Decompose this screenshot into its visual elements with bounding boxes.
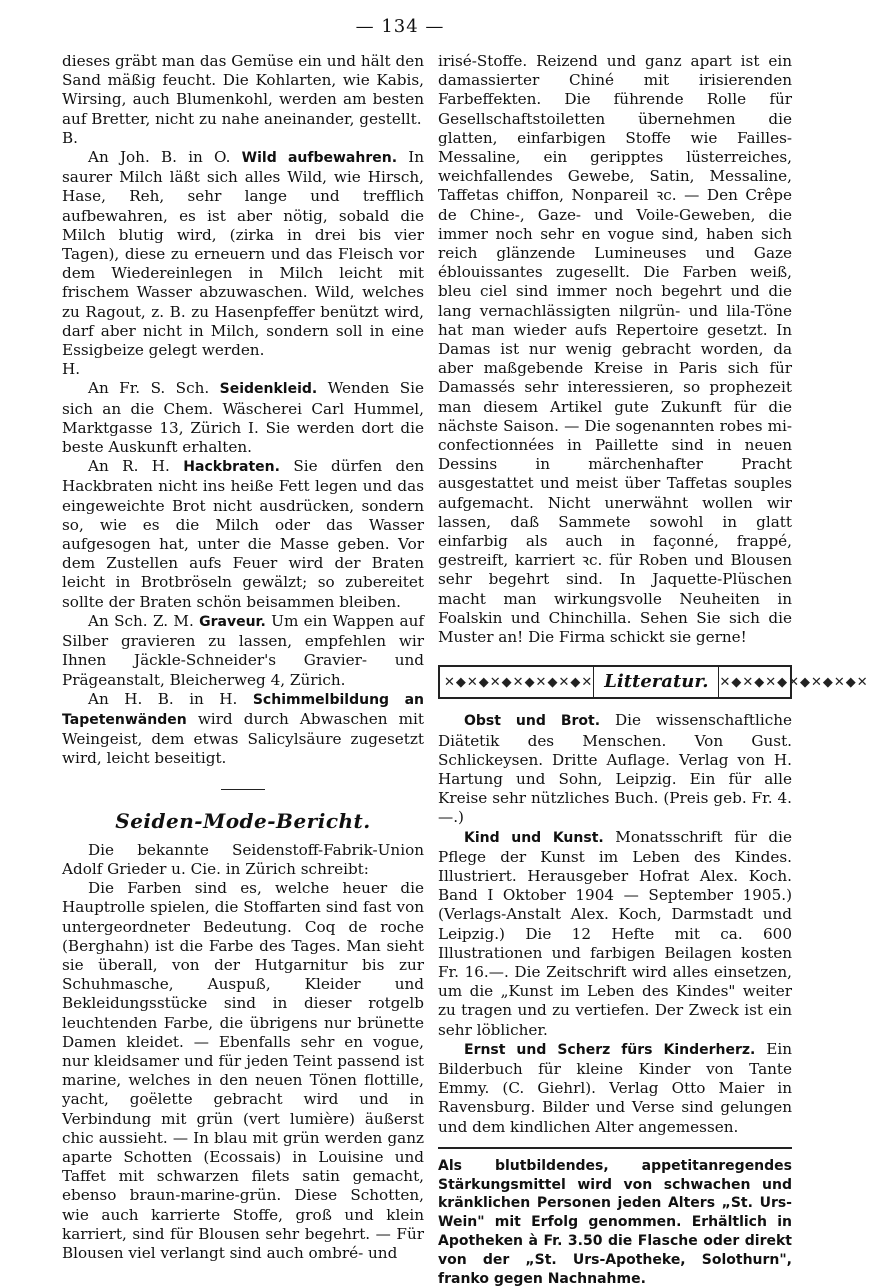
topic-schimmel: Schimmelbildung an Tapetenwänden [62,691,424,728]
gardening-paragraph: dieses gräbt man das Gemüse ein und hält den Sand mäßig feucht. Die Kohlarten, wie Kabis, Wirsing, auch Blumenkohl, werden am besten auf Bretter, nicht zu nahe aneinander, gestellt. [62,52,424,128]
advertisement: Als blutbildendes, appetitanregendes Stärkungsmittel wird von schwachen und kränklichen Personen jeden Alters „St. Urs-Wein" mit Erfolg genommen. Erhältlich in Apotheken à Fr. 3.50 die Flasche oder direkt von der „St. Urs-Apotheke, Solothurn", franko gegen Nachnahme. [438,1147,792,1288]
topic-wild: Wild aufbewahren. [241,150,398,167]
right-column [438,52,869,1288]
topic-graveur: Graveur. [199,613,266,630]
answer-graveur: An Sch. Z. M. Graveur. Um ein Wappen auf Silber gravieren zu lassen, empfehlen wir Ihnen Jäckle-Schneider's Gravier- und Prägeanstalt, Bleicherweg 4, Zürich. [62,611,425,689]
literature-entry: Kind und Kunst. Monatsschrift für die Pflege der Kunst im Leben des Kindes. Illustriert. Herausgeber Hofrat Alex. Koch. Band I Oktober 1904 — September 1905.) (Verlags-Anstalt Alex. Koch, Darmstadt und Leipzig.) Die 12 Hefte mit ca. 600 Illustrationen und farbigen Beilagen kosten Fr. 16.—. Die Zeitschrift wird alles einsetzen, um die „Kunst im Leben des Kindes" weiter zu tragen und zu vertiefen. Der Zweck ist ein sehr löblicher. [438,827,792,1039]
literature-title: Litteratur. [593,667,719,697]
literature-banner [438,665,869,699]
topic-hackbraten: Hackbraten. [183,459,280,476]
answer-hackbraten: An R. H. Hackbraten. Sie dürfen den Hackbraten nicht ins heiße Fett legen und das eingeweichte Brot nicht ausdrücken, sondern so, wie es die Milch oder das Wasser aufgesogen hat, unter die Masse geben. Vor dem Zustellen aufs Feuer wird der Braten leicht in Brotbröseln gewälzt; so zubereitet sollte der Braten schön beisammen bleiben. [62,457,425,611]
entry-title: Kind und Kunst. [464,829,604,846]
literature-entry: Obst und Brot. Die wissenschaftliche Diätetik des Menschen. Von Gust. Schlickeysen. Dritte Auflage. Verlag von H. Hartung und Sohn, Leipzig. Ein für alle Kreise sehr nützliches Buch. (Preis geb. Fr. 4.—.) [438,711,793,827]
topic-seidenkleid: Seidenkleid. [219,381,318,398]
section-title: Seiden-Mode-Bericht. [115,808,371,833]
report-text: Die Farben sind es, welche heuer die Hauptrolle spielen, die Stoffarten sind fast von untergeordneter Bedeutung. Coq de roche (Berghahn) ist die Farbe des Tages. Man sieht sie überall, von der Hutgarnitur bis zur Schuhmasche, Auspuß, Kleider und Bekleidungsstücke sind in dieser rotgelb leuchtenden Farbe, die übrigens nur brünette Damen kleidet. — Ebenfalls sehr en vogue, nur kleidsamer und für jeden Teint passend ist marine, welches in den neuen Tönen flottille, yacht, goëlette gebracht wird und in Verbindung mit grün (vert lumière) äußerst chic aussieht. — In blau mit grün werden ganz aparte Schotten (Ecossais) in Louisine und Taffet mit schwarzen filets satin gemacht, ebenso braun-marine-grün. Diese Schotten, wie auch karrierte Stoffe, groß und klein karriert, sind für Blousen sehr begehrt. — Für Blousen viel verlangt sind auch ombré- und [62,879,424,1262]
left-column [62,52,424,1263]
answer-wild: An Joh. B. in O. Wild aufbewahren. In saurer Milch läßt sich alles Wild, wie Hirsch, Hase, Reh, sehr lange und trefflich aufbewahren, es ist aber nötig, sobald die Milch blutig wird, (zirka in drei bis vier Tagen), diese zu erneuern und das Fleisch vor dem Wiedereinlegen in Milch leicht mit frischem Wasser abzuwaschen. Wild, welches zu Ragout, z. B. zu Hasenpfeffer benützt wird, darf aber nicht in Milch, sondern soll in eine Essigbeize gelegt werden. [62,148,425,360]
entry-title: Obst und Brot. [464,713,601,730]
literature-entry: Ernst und Scherz fürs Kinderherz. Ein Bilderbuch für kleine Kinder von Tante Emmy. (C. Giehrl). Verlag Otto Maier in Ravensburg. Bilder und Verse sind gelungen und dem kindlichen Alter angemessen. [438,1039,792,1136]
ornament-right: ✕◆✕◆✕◆✕◆✕◆✕◆✕ [719,674,869,690]
answer-schimmel: An H. B. in H. Schimmelbildung an Tapetenwänden wird durch Abwaschen mit Weingeist, dem etwas Salicylsäure zugesetzt wird, leicht beseitigt. [62,689,424,768]
divider [221,789,265,790]
signature: H. [62,360,81,379]
answer-seidenkleid: An Fr. S. Sch. Seidenkleid. Wenden Sie sich an die Chem. Wäscherei Carl Hummel, Marktgasse 13, Zürich I. Sie werden dort die beste Auskunft erhalten. [62,379,424,457]
report-intro: Die bekannte Seidenstoff-Fabrik-Union Adolf Grieder u. Cie. in Zürich schreibt: [62,840,424,878]
signature: B. [62,128,78,147]
page-number: — 134 — [355,16,445,37]
report-continued: irisé-Stoffe. Reizend und ganz apart ist ein damassierter Chiné mit irisierenden Farbeffekten. Die führende Rolle für Gesellschaftstoiletten übernehmen die glatten, einfarbigen Stoffe wie Failles-Messaline, ein geripptes lüsterreiches, weichfallendes Gewebe, Satin, Messaline, Taffetas chiffon, Nonpareil ꝛc. — Den Crêpe de Chine-, Gaze- und Voile-Geweben, die immer noch sehr en vogue sind, haben sich reich glänzende Lumineuses und Gaze éblouissantes zugesellt. Die Farben weiß, bleu ciel sind immer noch begehrt und die lang vernachlässigten nilgrün- und lila-Töne hat man wieder aufs Repertoire gesetzt. In Damas ist nur wenig gebracht worden, da aber maßgebende Kreise in Paris sich für Damassés sehr interessieren, so prophezeit man diesem Artikel gute Zukunft für die nächste Saison. — Die sogenannten robes mi-confectionnées in Paillette sind in neuen Dessins in märchenhafter Pracht ausgestattet und meist über Taffetas souples aufgemacht. Nicht unerwähnt wollen wir lassen, daß Sammete sowohl in glatt einfarbig als auch in façonné, frappé, gestreift, karriert ꝛc. für Roben und Blousen sehr begehrt sind. In Jaquette-Plüschen macht man wirkungsvolle Neuheiten in Foalskin und Chinchilla. Sehen Sie sich die Muster an! Die Firma schickt sie gerne! [438,52,792,647]
ornament-left: ✕◆✕◆✕◆✕◆✕◆✕◆✕ [444,674,594,690]
entry-title: Ernst und Scherz fürs Kinderherz. [464,1041,756,1058]
